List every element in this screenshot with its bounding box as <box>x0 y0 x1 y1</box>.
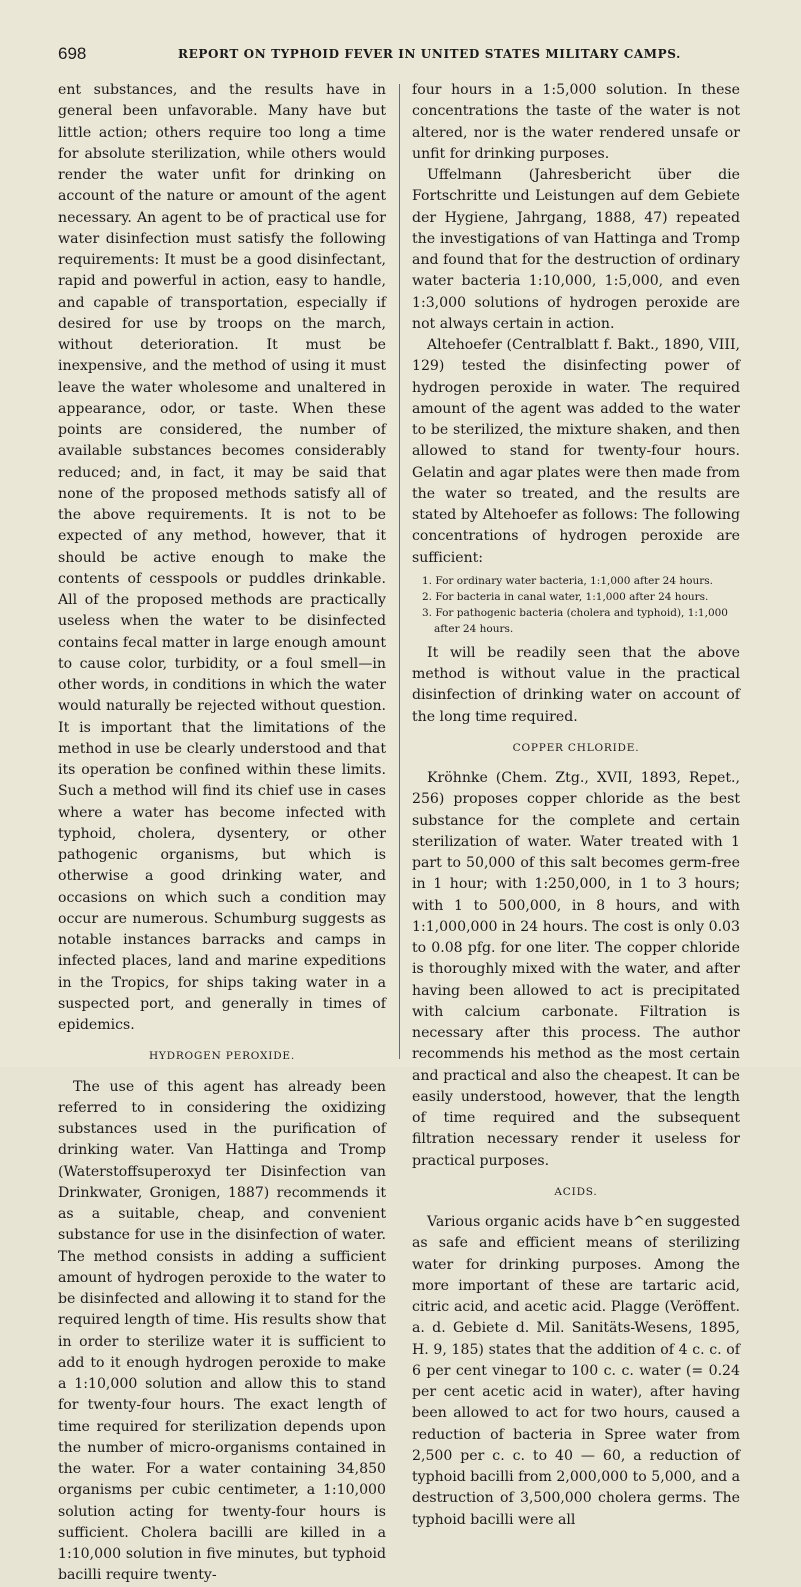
paragraph: four hours in a 1:5,000 solution. In these concentrations the taste of the water is not altered, nor is the water rendered unsafe or unfit for drinking purposes. <box>412 82 740 162</box>
list-item: 3. For pathogenic bacteria (cholera and typhoid), 1:1,000 after 24 hours. <box>422 606 728 635</box>
section-heading-hydrogen-peroxide: HYDROGEN PEROXIDE. <box>148 1050 296 1063</box>
list-item: 2. For bacteria in canal water, 1:1,000 after 24 hours. <box>422 590 709 603</box>
paragraph: Kröhnke (Chem. Ztg., XVII, 1893, Repet., 256) proposes copper chloride as the best substance for the complete and certain sterilization of water. Water treated with 1 part to 50,000 of this salt becomes germ-free in 1 hour; with 1:250,000, in 1 to 3 hours; with 1 to 500,000, in 8 hours, and with 1:1,000,000 in 24 hours. The cost is only 0.03 to 0.08 pfg. for one liter. The copper chloride is thoroughly mixed with the water, and after having been allowed to act is precipitated with calcium carbonate. Filtration is necessary after this process. The author recommends his method as the most certain and practical and also the cheapest. It can be easily understood, however, that the length of time required and the subsequent filtration necessary render it useless for practical purposes. <box>412 770 740 1169</box>
paragraph: Altehoefer (Centralblatt f. Bakt., 1890, VIII, 129) tested the disinfecting power of hydrogen peroxide in water. The required amount of the agent was added to the water to be sterilized, the mixture shaken, and then allowed to stand for twenty-four hours. Gelatin and agar plates were then made from the water so treated, and the results are stated by Altehoefer as follows: The following concentrations of hydrogen peroxide are sufficient: <box>412 337 740 566</box>
page-number: 698 <box>58 44 87 63</box>
paragraph: It will be readily seen that the above method is without value in the practical disinfection of drinking water on account of the long time required. <box>412 644 740 725</box>
right-column <box>412 80 740 1531</box>
page-header <box>58 44 790 68</box>
running-head: REPORT ON TYPHOID FEVER IN UNITED STATES MILITARY CAMPS. <box>178 47 681 61</box>
list-item: 1. For ordinary water bacteria, 1:1,000 after 24 hours. <box>422 574 713 587</box>
paragraph: ent substances, and the results have in general been unfavorable. Many have but little action; others require too long a time for absolute sterilization, while others would render the water unfit for drinking on account of the nature or amount of the agent necessary. An agent to be of practical use for water disinfection must satisfy the following requirements: It must be a good disinfectant, rapid and powerful in action, easy to handle, and capable of transportation, especially if desired for use by troops on the march, without deterioration. It must be inexpensive, and the method of using it must leave the water wholesome and unaltered in appearance, odor, or taste. When these points are considered, the number of available substances becomes considerably reduced; and, in fact, it may be said that none of the proposed methods satisfy all of the above requirements. It is not to be expected of any method, however, that it should be active enough to make the contents of cesspools or puddles drinkable. All of the proposed methods are practically useless when the water to be disinfected contains fecal matter in large enough amount to cause color, turbidity, or a foul smell—in other words, in conditions in which the water would naturally be rejected without question. It is important that the limitations of the method in use be clearly understood and that its operation be confined within these limits. Such a method will find its chief use in cases where a water has become infected with typhoid, cholera, dysentery, or other pathogenic organisms, but which is otherwise a good drinking water, and occasions on which such a condition may occur are numerous. Schumburg suggests as notable instances barracks and camps in infected places, land and marine expeditions in the Tropics, for ships taking water in a suspected port, and generally in times of epidemics. <box>58 82 386 1033</box>
section-heading-copper-chloride: COPPER CHLORIDE. <box>512 741 640 754</box>
left-column <box>58 80 386 1587</box>
concentration-list <box>412 573 740 637</box>
column-divider <box>399 84 400 1059</box>
section-heading-acids: ACIDS. <box>554 1185 598 1198</box>
paragraph: The use of this agent has already been referred to in considering the oxidizing substances used in the purification of drinking water. Van Hattinga and Tromp (Waterstoffsuperoxyd ter Disinfection van Drinkwater, Gronigen, 1887) recommends it as a suitable, cheap, and convenient substance for use in the disinfection of water. The method consists in adding a sufficient amount of hydrogen peroxide to the water to be disinfected and allowing it to stand for the required length of time. His results show that in order to sterilize water it is sufficient to add to it enough hydrogen peroxide to make a 1:10,000 solution and allow this to stand for twenty-four hours. The exact length of time required for sterilization depends upon the number of micro-organisms contained in the water. For a water containing 34,850 organisms per cubic centimeter, a 1:10,000 solution acting for twenty-four hours is sufficient. Cholera bacilli are killed in a 1:10,000 solution in five minutes, but typhoid bacilli require twenty- <box>58 1078 386 1584</box>
paragraph: Various organic acids have b^en suggested as safe and efficient means of sterilizing water for drinking purposes. Among the more important of these are tartaric acid, citric acid, and acetic acid. Plagge (Veröffent. a. d. Gebiete d. Mil. Sanitäts-Wesens, 1895, H. 9, 185) states that the addition of 4 c. c. of 6 per cent vinegar to 100 c. c. water (= 0.24 per cent acetic acid in water), after having been allowed to act for two hours, caused a reduction of bacteria in Spree water from 2,500 per c. c. to 40 — 60, a reduction of typhoid bacilli from 2,000,000 to 5,000, and a destruction of 3,500,000 cholera germs. The typhoid bacilli were all <box>412 1214 740 1528</box>
paragraph: Uffelmann (Jahresbericht über die Fortschritte und Leistungen auf dem Gebiete der Hygiene, Jahrgang, 1888, 47) repeated the investigations of van Hattinga and Tromp and found that for the destruction of ordinary water bacteria 1:10,000, 1:5,000, and even 1:3,000 solutions of hydrogen peroxide are not always certain in action. <box>412 167 740 332</box>
